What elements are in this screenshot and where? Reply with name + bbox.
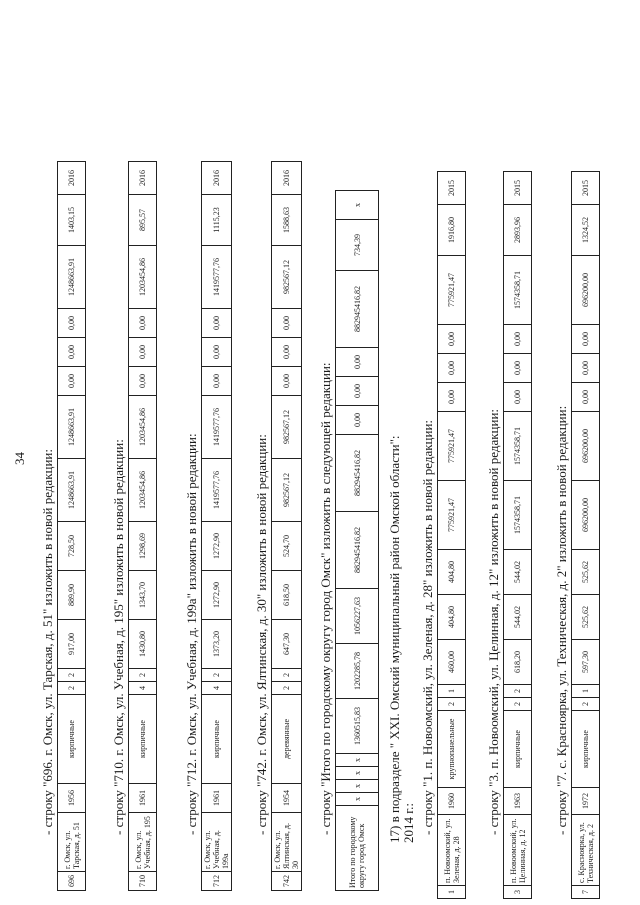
cell-total-area: 597,30: [572, 640, 600, 685]
cell-wall-material: х: [336, 780, 379, 793]
cell-cost-owners: 982567,12: [272, 396, 302, 459]
cell-address: п. Новоомский, ул. Зеленая, д. 28: [438, 815, 466, 886]
cell-address: п. Новоомский, ул. Целинная, д. 12: [504, 815, 532, 886]
cell-cost-local: 0,00: [129, 309, 157, 338]
cell-floors: 4: [202, 682, 232, 695]
page-number: 34: [12, 452, 27, 465]
cell-cost-owners: 1248663,91: [58, 396, 86, 459]
cell-cost-owners: 696200,00: [572, 412, 600, 481]
cell-cost-total: 1419577,76: [202, 459, 232, 522]
cell-total-area: 647,30: [272, 620, 302, 669]
cell-cost-regional: 0,00: [504, 354, 532, 383]
cell-address: с. Красноярка, ул. Техническая, д. 2: [572, 815, 600, 886]
cell-number: 1: [438, 886, 466, 899]
table-row-total-omsk: [335, 190, 379, 891]
table-row-novoomsky-tselinnaya: [503, 171, 532, 899]
cell-entrances: 2: [504, 685, 532, 698]
cell-premises-area: 1202285,78: [336, 644, 379, 699]
cell-completion-year: 2016: [129, 162, 157, 195]
cell-number: 742: [272, 872, 302, 891]
cell-cost-total: 1248663,91: [58, 459, 86, 522]
table-row-novoomsky-zelenaya: [437, 171, 466, 899]
cell-residential-area: 404,80: [438, 550, 466, 595]
cell-premises-area: 525,62: [572, 595, 600, 640]
cell-year: 1956: [58, 784, 86, 813]
cell-number: 712: [202, 872, 232, 891]
cell-cost-total: 775921,47: [438, 481, 466, 550]
cell-completion-year: 2015: [438, 172, 466, 205]
cell-address: г. Омск, ул. Учебная, д. 195: [129, 813, 157, 872]
instruction-696: - строку "696. г. Омск, ул. Тарская, д. 51" изложить в новой редакции:: [40, 449, 55, 835]
cell-cost-regional: 0,00: [58, 338, 86, 367]
cell-cost-other: 1203454,86: [129, 246, 157, 309]
cell-cost-regional: 0,00: [572, 354, 600, 383]
cell-entrances: 2: [58, 669, 86, 682]
cell-wall-material: крупнопанельные: [438, 711, 466, 788]
cell-cost-federal: 0,00: [572, 383, 600, 412]
cell-residential-area: 1298,69: [129, 522, 157, 571]
cell-cost-local: 0,00: [336, 348, 379, 377]
cell-unit-cost: 2893,96: [504, 205, 532, 256]
cell-wall-material: кирпичные: [572, 711, 600, 788]
cell-cost-other: 775921,47: [438, 256, 466, 325]
cell-entrances: 2: [272, 669, 302, 682]
paragraph-17: 17) в подразделе " XXI. Омский муниципальный район Омской области":: [387, 435, 402, 843]
cell-cost-federal: 0,00: [504, 383, 532, 412]
table-row-710: [128, 161, 157, 891]
cell-entrances: х: [336, 754, 379, 767]
cell-cost-federal: 0,00: [58, 367, 86, 396]
cell-cost-local: 0,00: [572, 325, 600, 354]
cell-cost-federal: 0,00: [202, 367, 232, 396]
cell-floors: х: [336, 767, 379, 780]
cell-address: г. Омск, ул. Учебная, д. 199а: [202, 813, 232, 872]
cell-total-area: 618,20: [504, 640, 532, 685]
cell-premises-area: 404,80: [438, 595, 466, 640]
instruction-novoomsky-tselinnaya: - строку "3. п. Новоомский, ул. Целинная, д. 12" изложить в новой редакции:: [486, 408, 501, 835]
cell-unit-cost: 1403,15: [58, 195, 86, 246]
cell-residential-area: 525,62: [572, 550, 600, 595]
cell-wall-material: кирпичные: [129, 695, 157, 784]
cell-floors: 2: [504, 698, 532, 711]
cell-floors: 2: [572, 698, 600, 711]
cell-cost-total: 982567,12: [272, 459, 302, 522]
cell-completion-year: х: [336, 191, 379, 220]
cell-cost-total: 1203454,86: [129, 459, 157, 522]
cell-cost-local: 0,00: [504, 325, 532, 354]
cell-entrances: 1: [438, 685, 466, 698]
cell-entrances: 2: [202, 669, 232, 682]
cell-number: 3: [504, 886, 532, 899]
cell-address: г. Омск, ул. Тарская, д. 51: [58, 813, 86, 872]
table-row-krasnoyarka-tekhnicheskaya: [571, 171, 600, 899]
cell-cost-other: 882945416,82: [336, 271, 379, 348]
cell-premises-area: 544,02: [504, 595, 532, 640]
cell-cost-total: 882945416,82: [336, 512, 379, 589]
cell-residential-area: 1272,90: [202, 522, 232, 571]
cell-wall-material: кирпичные: [504, 711, 532, 788]
paragraph-17-year: 2014 г.:: [401, 803, 416, 843]
cell-floors: 2: [272, 682, 302, 695]
cell-completion-year: 2015: [572, 172, 600, 205]
cell-cost-other: 982567,12: [272, 246, 302, 309]
cell-residential-area: 1056227,63: [336, 589, 379, 644]
cell-completion-year: 2016: [202, 162, 232, 195]
cell-cost-regional: 0,00: [129, 338, 157, 367]
cell-unit-cost: 1588,63: [272, 195, 302, 246]
cell-number: 710: [129, 872, 157, 891]
cell-year: 1963: [504, 788, 532, 815]
cell-year: х: [336, 793, 379, 806]
instruction-710: - строку "710. г. Омск, ул. Учебная, д. 195" изложить в новой редакции:: [111, 439, 126, 835]
cell-cost-regional: 0,00: [272, 338, 302, 367]
cell-year: 1961: [202, 784, 232, 813]
cell-unit-cost: 1115,23: [202, 195, 232, 246]
cell-wall-material: кирпичные: [58, 695, 86, 784]
cell-wall-material: деревянные: [272, 695, 302, 784]
cell-cost-owners: 1574358,71: [504, 412, 532, 481]
cell-cost-other: 1574358,71: [504, 256, 532, 325]
cell-unit-cost: 1324,52: [572, 205, 600, 256]
cell-cost-owners: 882945416,82: [336, 435, 379, 512]
cell-premises-area: 1343,70: [129, 571, 157, 620]
instruction-total-omsk: - строку "Итого по городскому округу город Омск" изложить в следующей редакции:: [318, 362, 333, 835]
cell-cost-local: 0,00: [438, 325, 466, 354]
cell-wall-material: кирпичные: [202, 695, 232, 784]
cell-completion-year: 2016: [272, 162, 302, 195]
instruction-novoomsky-zelenaya: - строку "1. п. Новоомский, ул. Зеленая, д. 28" изложить в новой редакции:: [420, 419, 435, 835]
cell-entrances: 1: [572, 685, 600, 698]
cell-residential-area: 728,50: [58, 522, 86, 571]
cell-premises-area: 618,50: [272, 571, 302, 620]
cell-total-area: 1373,20: [202, 620, 232, 669]
table-row-712: [201, 161, 232, 891]
instruction-krasnoyarka-tekhnicheskaya: - строку "7. с. Красноярка, ул. Техническая, д. 2" изложить в новой редакции:: [554, 405, 569, 835]
cell-cost-federal: 0,00: [129, 367, 157, 396]
cell-cost-owners: 1419577,76: [202, 396, 232, 459]
cell-total-label: Итого по городскому округу город Омск: [336, 806, 379, 891]
cell-entrances: 2: [129, 669, 157, 682]
cell-cost-regional: 0,00: [438, 354, 466, 383]
cell-cost-owners: 1203454,86: [129, 396, 157, 459]
cell-cost-owners: 775921,47: [438, 412, 466, 481]
instruction-712: - строку "712. г. Омск, ул. Учебная, д. 199а" изложить в новой редакции:: [184, 433, 199, 835]
cell-cost-federal: 0,00: [272, 367, 302, 396]
cell-cost-regional: 0,00: [202, 338, 232, 367]
cell-unit-cost: 895,57: [129, 195, 157, 246]
cell-cost-local: 0,00: [272, 309, 302, 338]
cell-cost-federal: 0,00: [336, 406, 379, 435]
cell-year: 1960: [438, 788, 466, 815]
cell-residential-area: 524,70: [272, 522, 302, 571]
table-row-742: [271, 161, 302, 891]
cell-cost-total: 1574358,71: [504, 481, 532, 550]
cell-year: 1972: [572, 788, 600, 815]
cell-cost-other: 696200,00: [572, 256, 600, 325]
cell-cost-local: 0,00: [58, 309, 86, 338]
cell-floors: 2: [438, 698, 466, 711]
instruction-742: - строку "742. г. Омск, ул. Ялтинская, д. 30" изложить в новой редакции:: [254, 434, 269, 835]
cell-unit-cost: 734,39: [336, 220, 379, 271]
cell-unit-cost: 1916,80: [438, 205, 466, 256]
cell-premises-area: 889,90: [58, 571, 86, 620]
cell-cost-federal: 0,00: [438, 383, 466, 412]
cell-completion-year: 2016: [58, 162, 86, 195]
cell-cost-other: 1248663,91: [58, 246, 86, 309]
cell-residential-area: 544,02: [504, 550, 532, 595]
cell-number: 7: [572, 886, 600, 899]
cell-cost-total: 696200,00: [572, 481, 600, 550]
cell-number: 696: [58, 872, 86, 891]
cell-total-area: 460,00: [438, 640, 466, 685]
cell-floors: 2: [58, 682, 86, 695]
cell-cost-regional: 0,00: [336, 377, 379, 406]
cell-cost-other: 1419577,76: [202, 246, 232, 309]
cell-year: 1961: [129, 784, 157, 813]
cell-completion-year: 2015: [504, 172, 532, 205]
cell-total-area: 1360515,83: [336, 699, 379, 754]
cell-total-area: 917,00: [58, 620, 86, 669]
cell-total-area: 1430,80: [129, 620, 157, 669]
cell-cost-local: 0,00: [202, 309, 232, 338]
cell-address: г. Омск, ул. Ялтинская, д. 30: [272, 813, 302, 872]
cell-year: 1954: [272, 784, 302, 813]
cell-floors: 4: [129, 682, 157, 695]
cell-premises-area: 1272,90: [202, 571, 232, 620]
table-row-696: [57, 161, 86, 891]
